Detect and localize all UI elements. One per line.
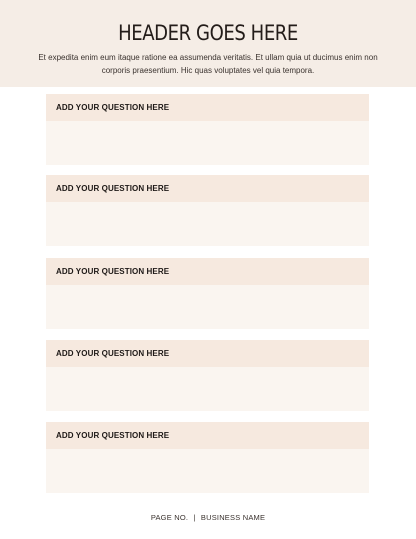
question-header — [46, 94, 369, 121]
footer-separator: | — [193, 513, 196, 522]
question-header — [46, 340, 369, 367]
answer-area[interactable] — [46, 202, 369, 246]
question-card — [46, 258, 369, 329]
question-header — [46, 258, 369, 285]
answer-area[interactable] — [46, 449, 369, 493]
answer-area[interactable] — [46, 367, 369, 411]
question-label: ADD YOUR QUESTION HERE — [56, 184, 170, 193]
question-label: ADD YOUR QUESTION HERE — [56, 431, 170, 440]
page-number-label: PAGE NO. — [150, 513, 189, 522]
page-subtitle: Et expedita enim eum itaque ratione ea assumenda veritatis. Et ullam quia ut ducimus enim non corporis praesentium. Hic quas voluptates vel quia tempora. — [38, 53, 378, 75]
page-title: HEADER GOES HERE — [118, 21, 298, 45]
question-header — [46, 422, 369, 449]
question-label: ADD YOUR QUESTION HERE — [56, 103, 170, 112]
question-card — [46, 422, 369, 493]
business-name: BUSINESS NAME — [200, 513, 266, 522]
page-footer — [0, 512, 416, 523]
question-card — [46, 175, 369, 246]
question-label: ADD YOUR QUESTION HERE — [56, 349, 170, 358]
question-card — [46, 94, 369, 165]
question-label: ADD YOUR QUESTION HERE — [56, 267, 170, 276]
question-card — [46, 340, 369, 411]
question-header — [46, 175, 369, 202]
answer-area[interactable] — [46, 285, 369, 329]
answer-area[interactable] — [46, 121, 369, 165]
